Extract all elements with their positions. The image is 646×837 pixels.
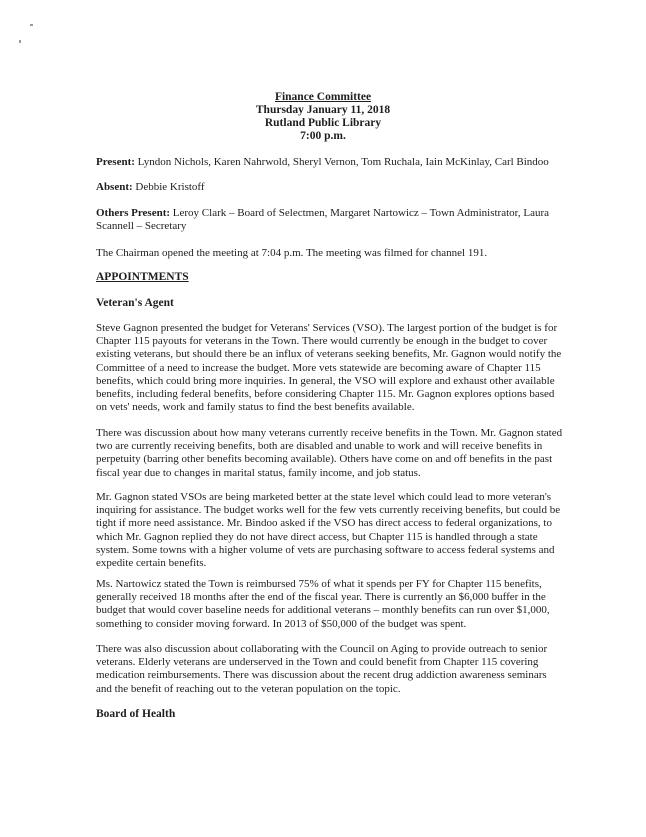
paragraph-1 [96, 322, 586, 414]
present-line [96, 156, 586, 169]
board-of-health-heading: Board of Health [96, 708, 176, 720]
text-line: something to consider moving forward. In 2013 of $50,000 of the budget was spent. [96, 617, 467, 630]
text-line: Chapter 115 payouts for veterans in the Town. There would currently be enough in the budget to cover [96, 335, 548, 348]
scan-speck [30, 24, 33, 26]
text-line: which Mr. Gagnon replied they do not have direct access, but Chapter 115 is handled through a state [96, 530, 538, 543]
present-names: Lyndon Nichols, Karen Nahrwold, Sheryl Vernon, Tom Ruchala, Iain McKinlay, Carl Bindoo [134, 156, 549, 168]
text-line: on vets' needs, work and family status to find the best benefits available. [96, 401, 415, 414]
text-line: budget that would cover baseline needs for additional veterans – monthly benefits can run over $1,000, [96, 604, 550, 617]
opening-statement: The Chairman opened the meeting at 7:04 p.m. The meeting was filmed for channel 191. [96, 247, 488, 259]
text-line: veterans. Elderly veterans are underserved in the Town and could benefit from Chapter 115 covering [96, 656, 539, 669]
text-line: Committee of a need to increase the budget. More vets statewide are becoming aware of Chapter 115 [96, 361, 541, 374]
text-line: system. Some towns with a higher volume of vets are purchasing software to access federal systems and [96, 543, 555, 556]
text-line: and the benefit of reaching out to the veteran population on the topic. [96, 682, 401, 695]
text-line: Steve Gagnon presented the budget for Veterans' Services (VSO). The largest portion of the budget is for [96, 322, 558, 334]
absent-names: Debbie Kristoff [132, 181, 205, 193]
meeting-header [0, 91, 646, 143]
text-line: fiscal year due to changes in marital status, family income, and job status. [96, 466, 421, 479]
text-line: medication reimbursements. There was discussion about the recent drug addiction awareness seminars [96, 669, 547, 682]
text-line: two are currently receiving benefits, both are disabled and unable to work and will receive benefits in [96, 440, 543, 453]
text-line: Ms. Nartowicz stated the Town is reimbursed 75% of what it spends per FY for Chapter 115 benefits, [96, 578, 542, 590]
present-label: Present: [96, 156, 135, 168]
paragraph-5 [96, 643, 586, 696]
appointments-heading: APPOINTMENTS [96, 271, 189, 283]
others-names-2: Scannell – Secretary [96, 220, 187, 233]
text-line: There was discussion about how many veterans currently receive benefits in the Town. Mr. Gagnon stated [96, 427, 563, 439]
others-present [96, 207, 586, 233]
text-line: existing veterans, but should there be an influx of veterans seeking benefits, Mr. Gagnon would notify the [96, 348, 562, 361]
absent-line [96, 181, 586, 194]
others-label: Others Present: [96, 207, 171, 219]
veterans-agent-heading: Veteran's Agent [96, 297, 174, 309]
text-line: Mr. Gagnon stated VSOs are being marketed better at the state level which could lead to more veteran's [96, 491, 552, 503]
absent-label: Absent: [96, 181, 133, 193]
paragraph-3 [96, 491, 586, 570]
scan-speck [19, 40, 21, 43]
text-line: benefits, including federal benefits, before considering Chapter 115. Mr. Gagnon explores options based [96, 388, 555, 401]
committee-title: Finance Committee [274, 91, 372, 103]
text-line: perpetuity (barring other benefits becoming available). Others have come on and off benefits in the past [96, 453, 553, 466]
text-line: There was also discussion about collaborating with the Council on Aging to provide outreach to senior [96, 643, 548, 655]
paragraph-2 [96, 427, 586, 480]
text-line: tight if more need assistance. Mr. Bindoo asked if the VSO has direct access to federal organizations, to [96, 517, 552, 530]
meeting-time: 7:00 p.m. [300, 130, 346, 142]
meeting-location: Rutland Public Library [264, 117, 382, 129]
paragraph-4 [96, 578, 586, 631]
meeting-date: Thursday January 11, 2018 [255, 104, 391, 116]
others-names-1: Leroy Clark – Board of Selectmen, Margaret Nartowicz – Town Administrator, Laura [170, 207, 550, 219]
text-line: expedite certain benefits. [96, 557, 207, 570]
text-line: benefits, which could bring more inquiries. In general, the VSO will explore and exhaust other available [96, 374, 555, 387]
text-line: inquiring for assistance. The budget works well for the few vets currently receiving benefits, but could be [96, 504, 561, 517]
text-line: generally received 18 months after the end of the fiscal year. There is currently an $6,000 buffer in the [96, 591, 546, 604]
